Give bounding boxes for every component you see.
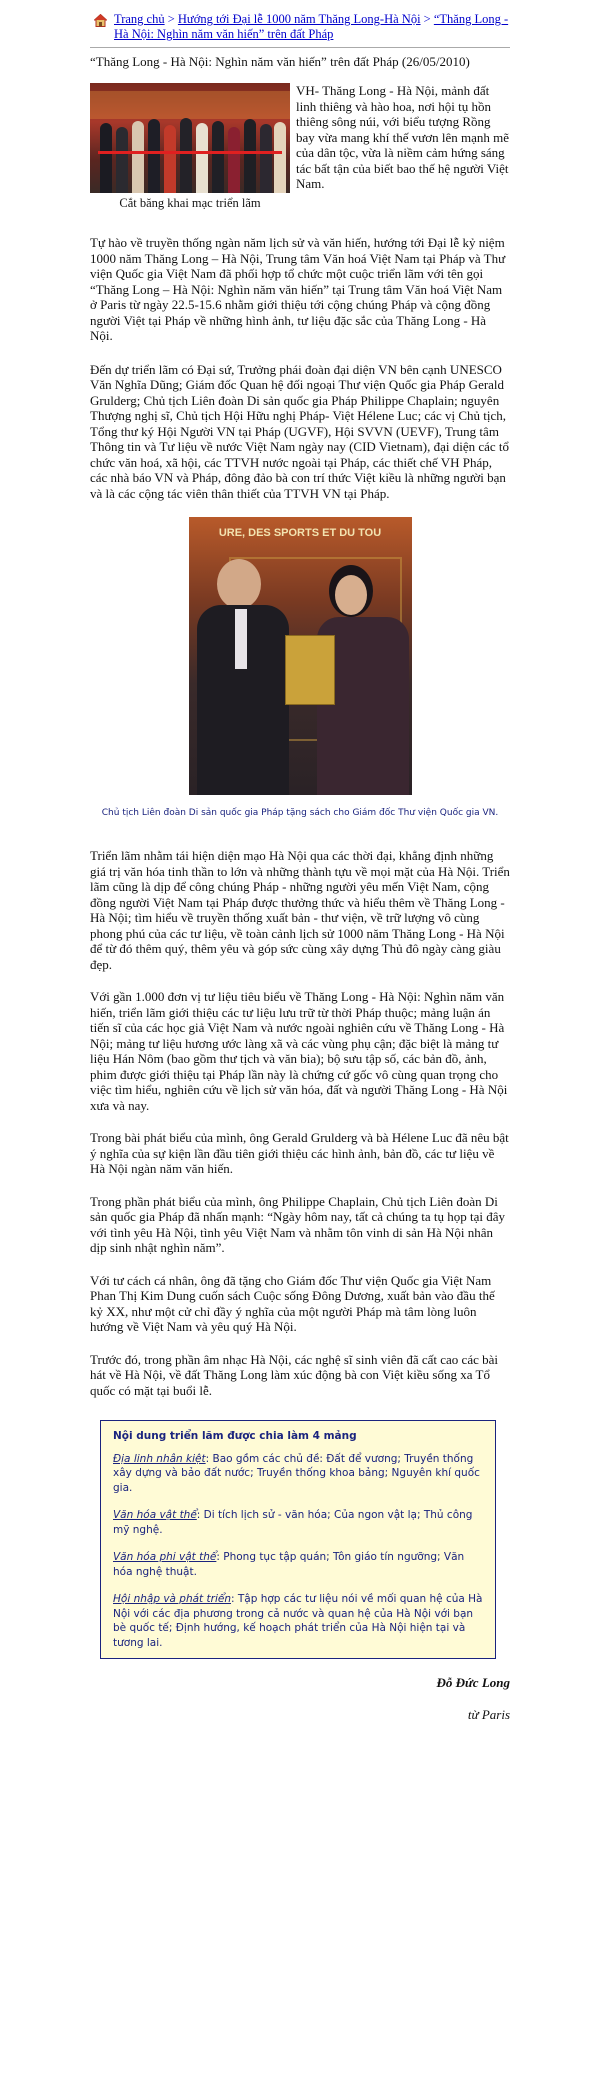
breadcrumb-separator: > <box>420 12 434 26</box>
section-text: : Tập hợp các tư liệu nói về mối quan hệ của Hà Nội với các địa phương trong cả nước và quan hệ của Hà Nội với bạn bè quốc tế; Định hướng, kế hoạch phát triển của Hà Nội hiện tại và tương lai. <box>113 1593 483 1649</box>
photo-caption: Cắt băng khai mạc triển lãm <box>119 196 261 210</box>
dateline-place: từ Paris <box>467 1707 510 1722</box>
article-title: “Thăng Long - Hà Nội: Nghìn năm văn hiến” trên đất Pháp (26/05/2010) <box>90 54 470 69</box>
article-page <box>90 0 510 1723</box>
section-text: : Di tích lịch sử - văn hóa; Của ngon vật lạ; Thủ công mỹ nghệ. <box>113 1509 473 1536</box>
breadcrumb-section-link[interactable]: Hướng tới Đại lễ 1000 năm Thăng Long-Hà Nội <box>177 12 421 26</box>
intro-block <box>90 83 510 213</box>
paragraph: Với tư cách cá nhân, ông đã tặng cho Giám đốc Thư viện Quốc gia Việt Nam Phan Thị Kim Dung cuốn sách Cuộc sống Đông Dương, xuất bản vào đầu thế kỷ XX, như một cử chỉ đầy ý nghĩa của một người Pháp mà tâm lòng luôn hướng về Việt Nam và yêu quý Hà Nội. <box>90 1272 495 1334</box>
paragraph: Với gần 1.000 đơn vị tư liệu tiêu biểu về Thăng Long - Hà Nội: Nghìn năm văn hiến, triển lãm giới thiệu các tư liệu lưu trữ từ thời Pháp thuộc; mảng luận án tiến sĩ của các học giả Việt Nam và nước ngoài nghiên cứu về Thăng Long - Hà Nội; mảng tư liệu hương ước làng xã và các vùng phụ cận; đặc biệt là mảng tư liệu Hán Nôm (bao gồm thư tịch và văn bia); bộ sưu tập số, các bản đồ, ảnh, phim được giới thiệu tại Pháp lần này là chứng cứ gốc vô cùng quan trọng cho việc tìm hiểu, nghiên cứu về lịch sử văn hóa, đất và người Thăng Long - Hà Nội xưa và nay. <box>90 989 508 1113</box>
breadcrumb-separator: > <box>164 12 178 26</box>
book-gift-photo <box>189 517 412 795</box>
list-item <box>113 1550 485 1579</box>
paragraph: Tự hào về truyền thống ngàn năm lịch sử và văn hiến, hướng tới Đại lễ kỷ niệm 1000 năm Thăng Long – Hà Nội, Trung tâm Văn hoá Việt Nam tại Pháp và Thư viện Quốc gia Việt Nam đã phối hợp tổ chức một cuộc triển lãm với tên gọi “Thăng Long – Hà Nội: Nghìn năm văn hiến” tại Trung tâm Văn hoá Việt Nam ở Paris từ ngày 22.5-15.6 nhằm giới thiệu tới cộng chúng Pháp và cộng đồng người Việt tại Pháp về những hình ảnh, tư liệu đặc sắc của Thăng Long - Hà Nội. <box>90 235 506 343</box>
section-label: Văn hóa phi vật thể <box>113 1551 217 1563</box>
photo-caption: Chủ tịch Liên đoàn Di sản quốc gia Pháp tặng sách cho Giám đốc Thư viện Quốc gia VN. <box>101 808 499 818</box>
breadcrumb-current-link[interactable]: “Thăng Long - Hà Nội: Nghìn năm văn hiến” trên đất Pháp <box>114 12 509 41</box>
author-name: Đỗ Đức Long <box>436 1675 510 1690</box>
divider <box>90 47 510 48</box>
ribbon-cutting-photo <box>90 83 290 193</box>
banner-text: URE, DES SPORTS ET DU TOU <box>218 527 382 539</box>
exhibition-sections-box <box>100 1420 496 1659</box>
box-heading: Nội dung triển lãm được chia làm 4 mảng <box>113 1430 357 1442</box>
list-item <box>113 1592 485 1650</box>
section-label: Hội nhập và phát triển <box>113 1593 231 1605</box>
section-text: : Bao gồm các chủ đề: Đất để vương; Truyền thống xây dựng và bảo đất nước; Truyền thống khoa bảng; Nguyên khí quốc gia. <box>113 1452 480 1494</box>
section-label: Văn hóa vật thể <box>113 1509 197 1521</box>
breadcrumb <box>90 0 510 42</box>
paragraph: Triển lãm nhằm tái hiện diện mạo Hà Nội qua các thời đại, khẳng định những giá trị văn hóa tinh thần to lớn và những thành tựu về mọi mặt của Hà Nội. Triển lãm cũng là dịp để công chúng Pháp - những người yêu mến Việt Nam, cộng đồng người Việt Nam tại Pháp được thưởng thức và hiểu thêm về Thăng Long - Hà Nội; tìm hiểu về truyền thống xuất bản - thư viện, về trữ lượng vô cùng phong phú của các tư liệu, về toàn cảnh lịch sử 1000 năm Thăng Long - Hà Nội để từ đó thêm quý, thêm yêu và góp sức cùng xây dựng Thủ đô ngày càng giàu đẹp. <box>90 848 510 972</box>
breadcrumb-home-link[interactable]: Trang chủ <box>114 12 165 26</box>
intro-text: VH- Thăng Long - Hà Nội, mảnh đất linh thiêng và hào hoa, nơi hội tụ hồn thiêng sông núi, với biểu tượng Rồng bay vừa mang khí thế vươn lên mạnh mẽ của dân tộc, vừa là niềm cảm hứng sáng tác bất tận của biết bao thế hệ người Việt Nam. <box>296 83 510 191</box>
home-icon[interactable] <box>94 14 107 27</box>
paragraph: Đến dự triển lãm có Đại sứ, Trưởng phái đoàn đại diện VN bên cạnh UNESCO Văn Nghĩa Dũng; Giám đốc Quan hệ đối ngoại Thư viện Quốc gia Pháp Gerald Grulderg; Chủ tịch Liên đoàn Di sản quốc gia Pháp Philippe Chaplain; nguyên Thượng nghị sĩ, Chủ tịch Hội Hữu nghị Pháp- Việt Hélene Luc; các vị Chủ tịch, Tổng thư ký Hội Người VN tại Pháp (UGVF), Hội SVVN (UEVF), Trung tâm Thông tin và Tư liệu về nước Việt Nam ngày nay (CID Vietnam), đại diện các tổ chức văn hoá, xã hội, các TTVH nước ngoài tại Pháp, các thiết chế VH Pháp, các nhà báo VN và Pháp, đông đảo bà con trí thức Việt kiều là những người bạn và là các cộng tác viên thân thiết của TTVH VN tại Pháp. <box>90 361 510 501</box>
section-label: Địa linh nhân kiệt <box>113 1452 206 1465</box>
section-text: : Phong tục tập quán; Tôn giáo tín ngưỡng; Văn hóa nghệ thuật. <box>113 1551 465 1578</box>
list-item <box>113 1508 485 1537</box>
paragraph: Trước đó, trong phần âm nhạc Hà Nội, các nghệ sĩ sinh viên đã cất cao các bài hát về Hà Nội, về đất Thăng Long làm xúc động bà con Việt kiều sống xa Tổ quốc có mặt tại buổi lễ. <box>90 1351 499 1398</box>
paragraph: Trong phần phát biểu của mình, ông Philippe Chaplain, Chủ tịch Liên đoàn Di sản quốc gia Pháp đã nhấn mạnh: “Ngày hôm nay, tất cả chúng ta tụ họp tại đây với tình yêu Hà Nội, tình yêu Việt Nam và nhằm tôn vinh di sản Hà Nội nhân dịp sinh nhật nghìn năm”. <box>90 1193 506 1255</box>
paragraph: Trong bài phát biểu của mình, ông Gerald Grulderg và bà Hélene Luc đã nêu bật ý nghĩa của sự kiện lần đầu tiên giới thiệu các hình ảnh, bản đồ, các tư liệu về Hà Nội ngàn năm văn hiến. <box>90 1130 509 1176</box>
list-item <box>113 1452 485 1496</box>
